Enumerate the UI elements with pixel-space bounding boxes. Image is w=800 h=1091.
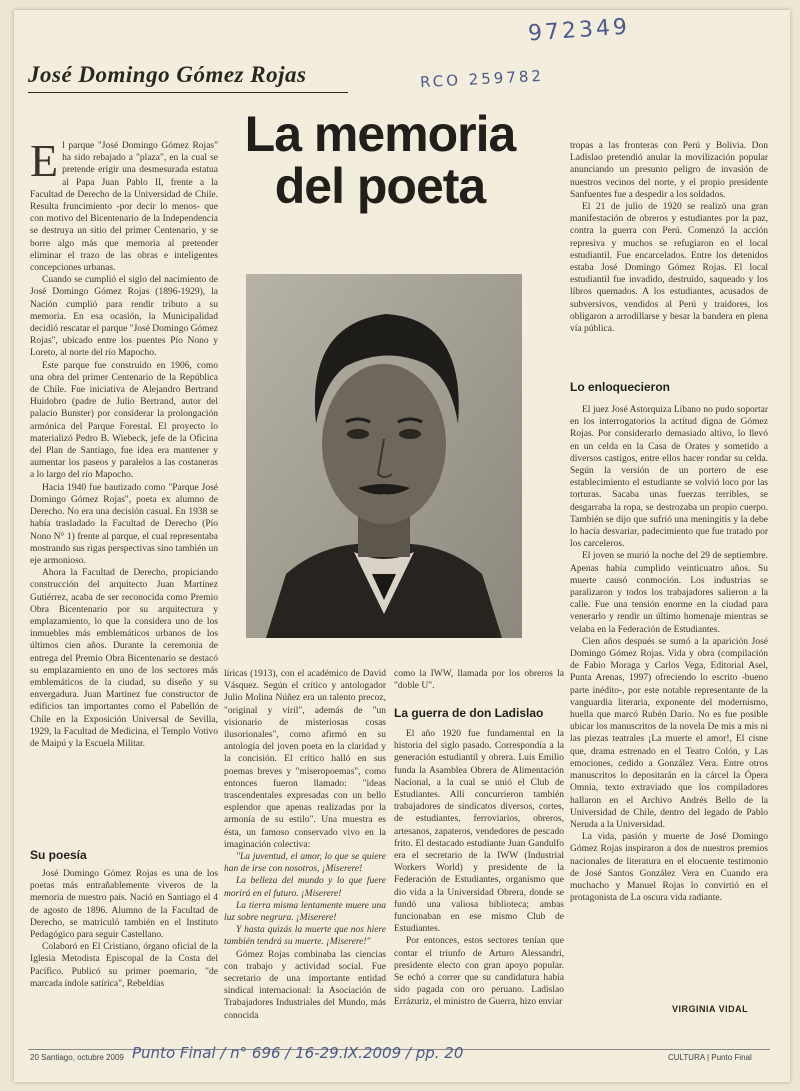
paragraph: tropas a las fronteras con Perú y Bolivia. Don Ladislao pretendió anular la movilización popular anunciando un presunto peligro de invasión de nuestros vecinos del norte, y el propio presidente Sanfuentes fue a despedir a los soldados.	[570, 141, 768, 200]
paragraph: José Domingo Gómez Rojas es una de los poetas más entrañablemente viveros de la memoria de nuestro país. Nació en Santiago el 4 de agosto de 1896. Alumno de la Facultad de Derecho, se matriculó también en el Instituto Pedagógico para seguir Castellano.	[30, 869, 218, 941]
footer-section: CULTURA | Punto Final	[668, 1053, 752, 1062]
poet-portrait-image	[246, 274, 522, 638]
paragraph: El 21 de julio de 1920 se realizó una gran manifestación de obreros y estudiantes por la paz, contra la guerra con Perú. Comenzó la acción represiva y muchos se refugiaron en el local estudiantil. Fue encarcelados. Entre los detenidos estaba José Domingo Gómez Rojas. El local estudiantil fue invadido, destruido, saqueado y los libros quemados. A los estudiantes, acusados de subversivos, vendidos al Perú y traidores, los obligaron a arrodillarse y besar la bandera en plena vía pública.	[570, 202, 768, 335]
section-kicker: José Domingo Gómez Rojas	[28, 62, 307, 87]
paragraph: Gómez Rojas combinaba las ciencias con trabajo y actividad social. Fue secretario de una importante entidad sindical internacional: la Asociación de Trabajadores Industriales del Mundo, más conocida	[224, 949, 386, 1021]
column-1-text	[30, 140, 218, 840]
paragraph: Colaboró en El Cristiano, órgano oficial de la Iglesia Metodista Episcopal de la Costa del Pacífico. Publicó su primer poemario, "de marcada índole satírica", Rebeldías	[30, 942, 218, 989]
paragraph: El juez José Astorquiza Líbano no pudo soportar en los interrogatorios la actitud digna de Gómez Rojas. Por considerarlo demasiado altivo, lo llevó en un celda en la Casa de Orates y sometido a diversos castigos, entre ellos hacer rondar su celda. Según la versión de un portero de ese establecimiento el estudiante se volvió loco por las torturas. Sacaba unas fuerzas terribles, se desgarraba la ropa, se destrozaba un propio cuerpo. También se dijo que sufrió una meningitis y la debe lo hacía desvariar, padecimiento que fue tratado por los carceleros.	[570, 405, 768, 550]
verse-line: La belleza del mundo y lo que fuere morirá en el futuro. ¡Miserere!	[224, 876, 386, 899]
subhead-su-poesia: Su poesía	[30, 848, 87, 862]
drop-cap: E	[30, 140, 59, 186]
author-byline: VIRGINIA VIDAL	[672, 1004, 749, 1014]
headline-line-1: La memoria	[244, 106, 516, 162]
paragraph: El joven se murió la noche del 29 de septiembre. Apenas había cumplido veinticuatro años. Su muerte causó conmoción. Los industrias se paralizaron y todos los trabajadores salieron a la calle. Fue una tensión enorme en la ciudad para venerarlo y rendir un último homenaje mientras se velaba en la Federación de Estudiantes.	[570, 551, 768, 635]
record-number-handwritten: RCO 259782	[419, 66, 545, 92]
column-1b-text	[30, 868, 218, 1038]
paragraph: El parque "José Domingo Gómez Rojas" ha sido rebajado a "plaza", en la cual se pretende erigir una desmesurada estatua al Papa Juan Pablo II, frente a la Facultad de Derecho de la Universidad de Chile. Resulta fruncimiento -por decir lo menos- que con motivo del Bicentenario de la Independencia se destruya un sitio del primer Centenario, y se borre algo más que memoria al pretender eliminar el trazo de las obras e inteligentes concepciones urbanas.	[30, 140, 218, 274]
portrait-illustration	[246, 274, 522, 638]
catalog-number-handwritten: 972349	[527, 14, 631, 47]
column-4b-text	[570, 404, 768, 996]
column-2-text	[224, 668, 386, 1040]
column-4a-text	[570, 140, 768, 368]
verse-line: "La juventud, el amor, lo que se quiere han de irse con nosotros, ¡Miserere!	[224, 852, 386, 875]
footer-page-info: 20 Santiago, octubre 2009	[30, 1053, 124, 1062]
paragraph: Cuando se cumplió el siglo del nacimiento de José Domingo Gómez Rojas (1896-1929), la Nación cumplió para rendir tributo a su memoria. En esa ocasión, la Municipalidad decidió rescatar el parque "José Domingo Gómez Rojas", ubicado entre los puentes Pío Nono y Loreto, al norte del río Mapocho.	[30, 275, 218, 359]
kicker-rule	[28, 92, 348, 93]
headline-line-2: del poeta	[274, 158, 486, 214]
subhead-la-guerra: La guerra de don Ladislao	[394, 706, 544, 720]
article-headline	[210, 108, 550, 212]
column-3b-text	[394, 728, 564, 1040]
paragraph: Este parque fue construido en 1906, como una obra del primer Centenario de la República de Chile. Fue iniciativa de Alejandro Bertrand Huidobro (padre de Julio Bertrand, autor del palacio Bunster) por considerar la prolongación armónica del Parque Forestal. El proyecto lo materializó Pedro B. Wiebeck, jefe de la Oficina del Plan de Santiago, fue idea era mantener y aumentar los paseos y paralelos a las costaneras a lo largo del río Mapocho.	[30, 360, 218, 481]
paragraph: líricas (1913), con el académico de David Vásquez. Según el crítico y antologador Julio Molina Núñez era un talento precoz, "original y viril", además de "un visionario de misteriosas cosas ilusorionales", como afirmó en su antología del joven poeta en la claridad y la concisión. El crítico halló en sus poemas breves y "miseropoemas", como entonces fueron llamado: "ideas trascendentales expresadas con un bello esplendor que apenas realizadas por la armonía de su estilo". Una muestra es ésta, un famoso conservado vivo en la imaginación colectiva:	[224, 669, 386, 850]
subhead-lo-enloquecieron: Lo enloquecieron	[570, 380, 671, 394]
paragraph: El año 1920 fue fundamental en la historia del siglo pasado. Correspondía a la generación estudiantil y obrera. Luis Emilio funda la Asamblea Obrera de Alimentación Nacional, a la cual se unió el Club de Estudiantes. Allí concurrieron también trabajadores de sindicatos diversos, cortes, de estudiantes, ferroviarios, obreros, artesanos, zapateros, vendedores de pescado frito. El destacado estudiante Juan Gandulfo era el secretario de la IWW (Industrial Workers World) y presidente de la Federación de Estudiantes, organismo que dio vida a la Universidad Obrera, donde se fundó una valiosa biblioteca; ambas funcionaban en ese mismo Club de Estudiantes.	[394, 729, 564, 935]
handwritten-source-citation: Punto Final / n° 696 / 16-29.IX.2009 / pp. 20	[132, 1044, 464, 1062]
verse-line: La tierra misma lentamente muere una luz sobre negrura. ¡Miserere!	[224, 900, 386, 924]
paragraph: Hacia 1940 fue bautizado como "Parque José Domingo Gómez Rojas", poeta ex alumno de Derecho. No era una decisión casual. En 1938 se había trasladado la Facultad de Derecho (Pío Nono N° 1) frente al parque, el cual representaba mostrando sus rigas perspectivas sino también un eje armonioso.	[30, 482, 218, 566]
paragraph: Ahora la Facultad de Derecho, propiciando construcción del arquitecto Juan Martínez Gutiérrez, acaba de ser reconocida como Premio Obra Bicentenario por su arquitectura y emplazamiento, lo que la considera uno de los inmuebles más emblemáticos urbanos de los últimos cien años. Durante la ceremonia de entrega del Premio Obra Bicentenario se destacó su emplazamiento en uno de los sectores más emblemáticos de la ciudad, su diseño y su envergadura. Juan Martínez fue constructor de edificios tan importantes como el Pabellón de Chile en la Exposición Universal de Sevilla, 1929, la Facultad de Medicina, el Templo Votivo de Maipú y la Escuela Militar.	[30, 568, 218, 749]
verse-line: Y hasta quizás la muerte que nos hiere también tendrá su muerte. ¡Miserere!"	[224, 925, 386, 948]
column-3a-text	[394, 668, 564, 698]
paragraph: Por entonces, estos sectores tenían que contar el triunfo de Arturo Alessandri, presidente electo con gran apoyo popular. Se echó a correr que su candidatura había sido pagada con oro peruano. Ladislao Errázuriz, el ministro de Guerra, hizo enviar	[394, 936, 564, 1008]
paragraph: Cien años después se sumó a la aparición José Domingo Gómez Rojas. Vida y obra (compilación de Fabio Moraga y Carlos Vega, Editorial Asel, Punta Arenas, 1997) ofreciendo lo escrito -bueno parte inédito-, por este notable representante de la vanguardia literaria, exponente del modernismo, huella que marcó Rubén Darío. No es fue posible ubicar los manuscritos de la novela De mis a mis ni las piezas teatrales ¡La muerte el amor!, El cisne que, drama estrenado en el Teatro Colón, y Las emociones, cedido a González Vera. Entre otros manuscritos lo depositarán en la cárcel la Ópera Omnia, texto extraviado que los compiladores hallaron en el Archivo Andrés Bello de la Universidad de Chile, dentro del legado de Pablo Neruda a la Universidad.	[570, 636, 768, 830]
paragraph: como la IWW, llamada por los obreros la "doble U".	[394, 669, 564, 692]
paragraph: La vida, pasión y muerte de José Domingo Gómez Rojas inspiraron a dos de nuestros premios nacionales de literatura en el elocuente testimonio de José Santos González Vera en Cuando era muchacho y Manuel Rojas lo convirtió en el protagonista de La oscura vida radiante.	[570, 832, 768, 904]
